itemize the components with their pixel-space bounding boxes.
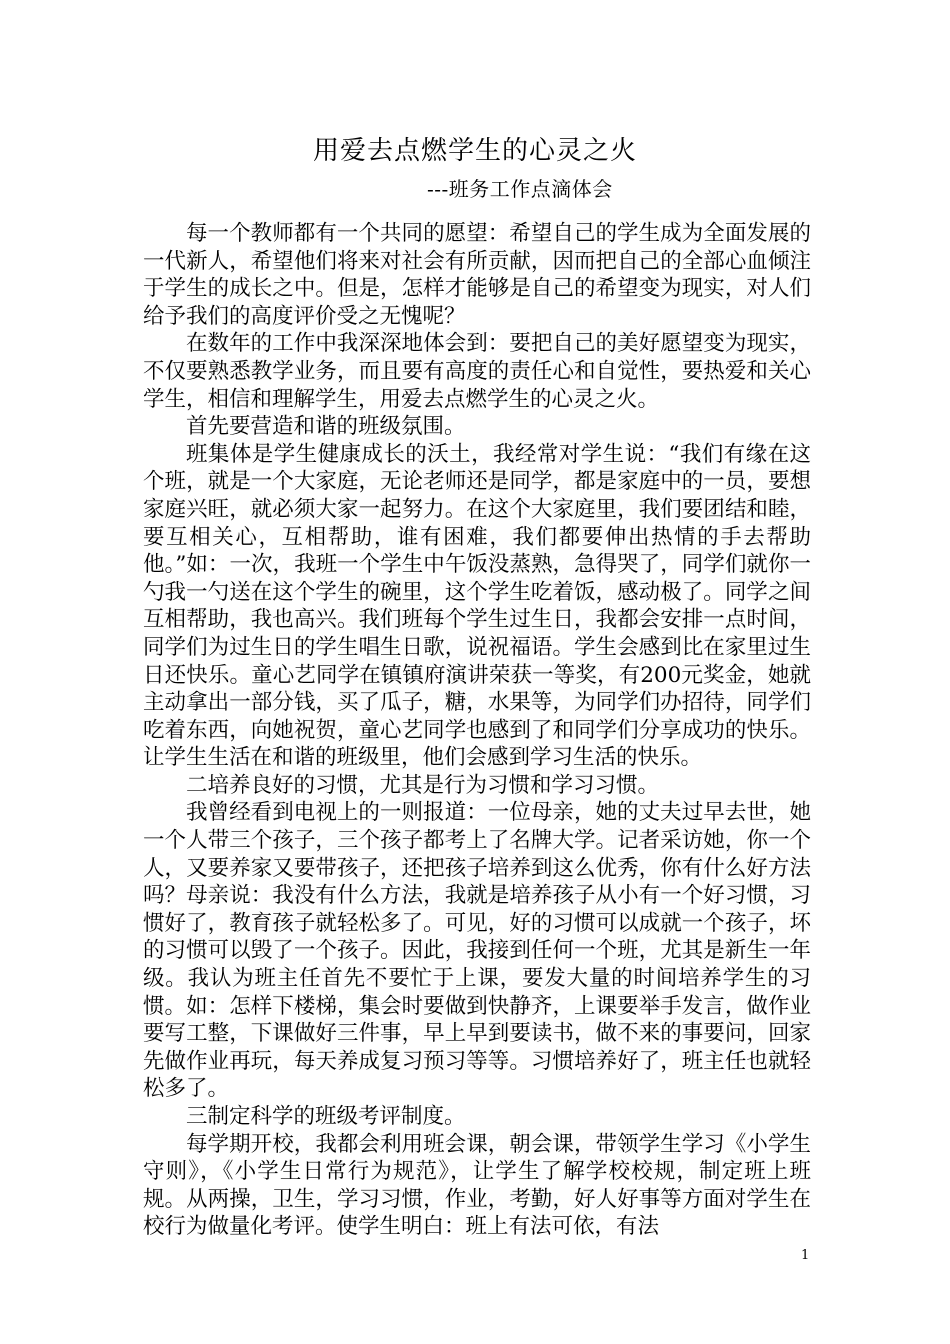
paragraph: 在数年的工作中我深深地体会到：要把自己的美好愿望变为现实，不仅要熟悉教学业务，而且要有高度的责任心和自觉性，要热爱和关心学生，相信和理解学生，用爱去点燃学生的心灵之火。 [143,331,811,412]
paragraph: 班集体是学生健康成长的沃土，我经常对学生说：“我们有缘在这个班，就是一个大家庭，无论老师还是同学，都是家庭中的一员，要想家庭兴旺，就必须大家一起努力。在这个大家庭里，我们要团结和睦，要互相关心，互相帮助，谁有困难，我们都要伸出热情的手去帮助他。”如：一次，我班一个学生中午饭没蒸熟，急得哭了，同学们就你一勺我一勺送在这个学生的碗里，这个学生吃着饭，感动极了。同学之间互相帮助，我也高兴。我们班每个学生过生日，我都会安排一点时间，同学们为过生日的学生唱生日歌，说祝福语。学生会感到比在家里过生日还快乐。童心艺同学在镇镇府演讲荣获一等奖，有200元奖金，她就主动拿出一部分钱，买了瓜子，糖，水果等，为同学们办招待，同学们吃着东西，向她祝贺，童心艺同学也感到了和同学们分享成功的快乐。让学生生活在和谐的班级里，他们会感到学习生活的快乐。 [143,441,811,771]
page-number: 1 [801,1248,810,1263]
document-body [143,220,811,1241]
paragraph: 我曾经看到电视上的一则报道：一位母亲，她的丈夫过早去世，她一个人带三个孩子，三个孩子都考上了名牌大学。记者采访她，你一个人，又要养家又要带孩子，还把孩子培养到这么优秀，你有什么好方法吗？母亲说：我没有什么方法，我就是培养孩子从小有一个好习惯，习惯好了，教育孩子就轻松多了。可见，好的习惯可以成就一个孩子，坏的习惯可以毁了一个孩子。因此，我接到任何一个班，尤其是新生一年级。我认为班主任首先不要忙于上课，要发大量的时间培养学生的习惯。如：怎样下楼梯，集会时要做到快静齐，上课要举手发言，做作业要写工整，下课做好三件事，早上早到要读书，做不来的事要问，回家先做作业再玩，每天养成复习预习等等。习惯培养好了，班主任也就轻松多了。 [143,800,811,1102]
document-subtitle: ---班务工作点滴体会 [427,177,613,201]
section-heading: 首先要营造和谐的班级氛围。 [186,414,466,440]
paragraph: 每学期开校，我都会利用班会课，朝会课，带领学生学习《小学生守则》，《小学生日常行为规范》，让学生了解学校校规，制定班上班规。从两操，卫生，学习习惯，作业，考勤，好人好事等方面对学生在校行为做量化考评。使学生明白：班上有法可依，有法 [143,1131,811,1240]
paragraph: 每一个教师都有一个共同的愿望：希望自己的学生成为全面发展的一代新人，希望他们将来对社会有所贡献，因而把自己的全部心血倾注于学生的成长之中。但是，怎样才能够是自己的希望变为现实，对人们给予我们的高度评价受之无愧呢？ [143,221,811,329]
document-title: 用爱去点燃学生的心灵之火 [312,136,637,166]
section-heading: 三制定科学的班级考评制度。 [186,1104,466,1129]
section-heading: 二培养良好的习惯，尤其是行为习惯和学习习惯。 [186,772,660,798]
